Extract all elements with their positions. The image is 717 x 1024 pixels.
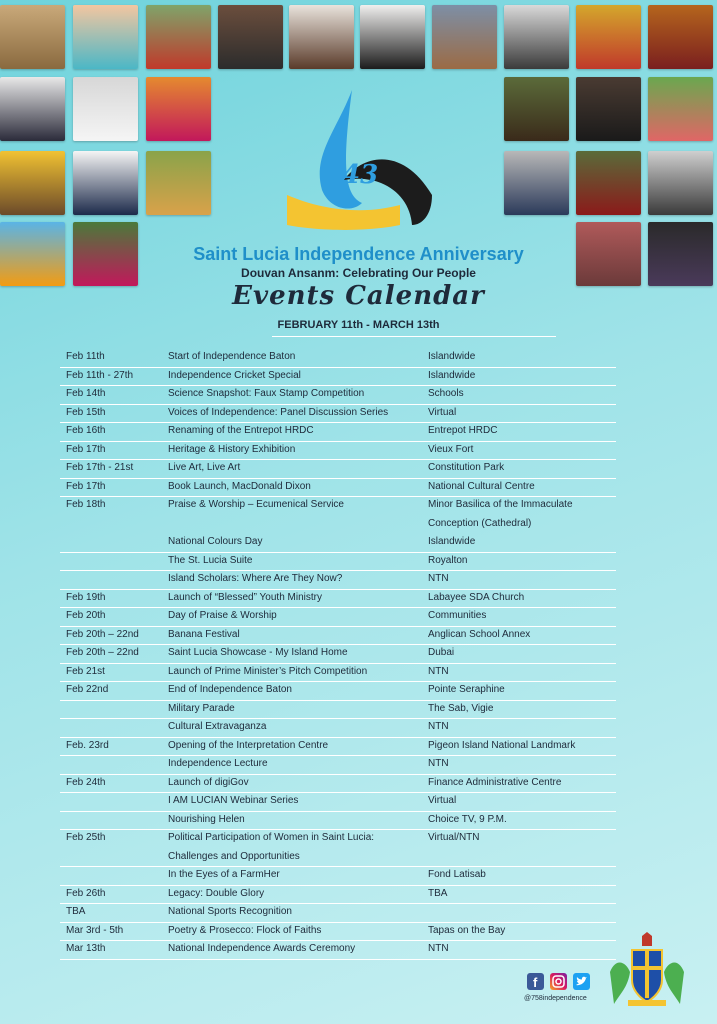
event-venue: National Cultural Centre xyxy=(428,480,535,492)
event-venue: Communities xyxy=(428,610,487,621)
event-venue: Entrepot HRDC xyxy=(428,425,498,436)
event-row xyxy=(60,570,616,590)
event-venue: Vieux Fort xyxy=(428,443,474,455)
event-name: Heritage & History Exhibition xyxy=(168,443,296,455)
social-handle: @758independence xyxy=(524,995,587,1002)
event-row xyxy=(60,792,616,812)
event-row xyxy=(60,774,616,794)
event-date: Feb 11th xyxy=(66,351,105,362)
event-venue: Schools xyxy=(428,388,464,399)
event-date: Feb 18th xyxy=(66,499,106,510)
page-subtitle: Douvan Ansanm: Celebrating Our People xyxy=(241,266,476,280)
event-date: Feb 20th – 22nd xyxy=(66,628,139,640)
event-row xyxy=(60,348,616,368)
event-row xyxy=(60,552,616,572)
event-date: Mar 3rd - 5th xyxy=(66,924,124,936)
event-name: Book Launch, MacDonald Dixon xyxy=(168,480,311,492)
event-row xyxy=(60,367,616,387)
event-name: Legacy: Double Glory xyxy=(168,887,265,899)
event-date: Feb 17th xyxy=(66,443,106,455)
event-name: National Independence Awards Ceremony xyxy=(168,943,356,954)
event-row xyxy=(60,533,616,553)
event-name: Launch of digiGov xyxy=(168,776,249,788)
event-name: Military Parade xyxy=(168,702,235,714)
facebook-icon[interactable] xyxy=(527,973,544,990)
event-row xyxy=(60,644,616,664)
event-date: Feb 25th xyxy=(66,832,106,843)
event-venue: NTN xyxy=(428,721,449,732)
event-venue: Conception (Cathedral) xyxy=(428,517,532,529)
event-name: Launch of “Blessed” Youth Ministry xyxy=(168,591,322,603)
event-date: Feb 17th - 21st xyxy=(66,462,134,473)
event-row xyxy=(60,718,616,738)
event-venue: Minor Basilica of the Immaculate xyxy=(428,499,573,510)
event-date: Feb 20th – 22nd xyxy=(66,647,139,658)
event-row xyxy=(60,755,616,775)
event-date: Mar 13th xyxy=(66,943,106,954)
calendar-title: Events Calendar xyxy=(232,281,485,311)
event-name: Launch of Prime Minister’s Pitch Competition xyxy=(168,665,368,677)
event-row xyxy=(60,607,616,627)
event-date: TBA xyxy=(66,906,86,917)
event-date: Feb 19th xyxy=(66,591,106,603)
event-venue: Virtual xyxy=(428,406,457,418)
date-range: FEBRUARY 11th - MARCH 13th xyxy=(277,319,440,331)
event-date: Feb. 23rd xyxy=(66,739,109,751)
event-name: Live Art, Live Art xyxy=(168,462,241,473)
event-row xyxy=(60,422,616,442)
event-date: Feb 14th xyxy=(66,388,106,399)
coat-of-arms-crest xyxy=(606,932,688,1008)
event-name: Opening of the Interpretation Centre xyxy=(168,739,329,751)
event-row xyxy=(60,496,616,515)
event-row xyxy=(60,459,616,479)
event-name: Independence Lecture xyxy=(168,758,268,769)
logo-number: 43 xyxy=(342,160,379,190)
event-row xyxy=(60,478,616,498)
event-name: End of Independence Baton xyxy=(168,684,292,695)
event-name: Voices of Independence: Panel Discussion Series xyxy=(168,406,389,418)
event-name: Challenges and Opportunities xyxy=(168,850,300,862)
event-name: National Colours Day xyxy=(168,536,263,547)
event-row xyxy=(60,922,616,942)
event-row xyxy=(60,866,616,886)
instagram-icon[interactable] xyxy=(550,973,567,990)
event-name: The St. Lucia Suite xyxy=(168,554,253,566)
twitter-icon[interactable] xyxy=(573,973,590,990)
event-row xyxy=(60,515,616,534)
event-name: Poetry & Prosecco: Flock of Faiths xyxy=(168,924,322,936)
event-venue: The Sab, Vigie xyxy=(428,702,494,714)
event-venue: NTN xyxy=(428,573,449,584)
event-venue: Choice TV, 9 P.M. xyxy=(428,813,507,825)
event-venue: NTN xyxy=(428,758,449,769)
event-date: Feb 15th xyxy=(66,406,106,418)
event-name: Saint Lucia Showcase - My Island Home xyxy=(168,647,348,658)
event-row xyxy=(60,885,616,905)
event-row xyxy=(60,404,616,424)
event-name: Cultural Extravaganza xyxy=(168,721,267,732)
event-name: Praise & Worship – Ecumenical Service xyxy=(168,499,344,510)
event-name: Renaming of the Entrepot HRDC xyxy=(168,425,314,436)
event-venue: NTN xyxy=(428,943,449,954)
event-venue: Virtual/NTN xyxy=(428,832,480,843)
page-title: Saint Lucia Independence Anniversary xyxy=(193,244,524,264)
event-date: Feb 11th - 27th xyxy=(66,369,134,381)
event-row xyxy=(60,903,616,923)
event-name: Nourishing Helen xyxy=(168,813,245,825)
event-venue: Islandwide xyxy=(428,351,476,362)
event-venue: Pointe Seraphine xyxy=(428,684,505,695)
event-name: Political Participation of Women in Saint Lucia: xyxy=(168,832,375,843)
event-venue: NTN xyxy=(428,665,449,677)
event-venue: TBA xyxy=(428,887,448,899)
event-venue: Islandwide xyxy=(428,536,476,547)
event-row xyxy=(60,441,616,461)
event-date: Feb 20th xyxy=(66,610,106,621)
event-name: Start of Independence Baton xyxy=(168,351,296,362)
event-venue: Labayee SDA Church xyxy=(428,591,525,603)
event-name: In the Eyes of a FarmHer xyxy=(168,869,280,880)
event-row xyxy=(60,385,616,405)
event-row xyxy=(60,848,616,868)
event-venue: Pigeon Island National Landmark xyxy=(428,739,576,751)
event-name: Day of Praise & Worship xyxy=(168,610,277,621)
event-venue: Tapas on the Bay xyxy=(428,924,506,936)
event-row xyxy=(60,663,616,683)
event-name: Independence Cricket Special xyxy=(168,369,301,381)
event-venue: Constitution Park xyxy=(428,462,505,473)
event-name: Island Scholars: Where Are They Now? xyxy=(168,573,343,584)
event-venue: Virtual xyxy=(428,795,457,806)
event-row xyxy=(60,681,616,701)
event-venue: Anglican School Annex xyxy=(428,628,531,640)
event-row xyxy=(60,940,616,960)
event-name: Banana Festival xyxy=(168,628,240,640)
event-name: Science Snapshot: Faux Stamp Competition xyxy=(168,388,365,399)
event-name: I AM LUCIAN Webinar Series xyxy=(168,795,299,806)
event-date: Feb 16th xyxy=(66,425,106,436)
event-date: Feb 17th xyxy=(66,480,106,492)
event-venue: Finance Administrative Centre xyxy=(428,776,562,788)
event-row xyxy=(60,626,616,646)
svg-text:f: f xyxy=(533,975,538,990)
event-venue: Dubai xyxy=(428,647,455,658)
event-row xyxy=(60,700,616,720)
event-date: Feb 26th xyxy=(66,887,106,899)
event-date: Feb 22nd xyxy=(66,684,109,695)
event-date: Feb 24th xyxy=(66,776,106,788)
event-row xyxy=(60,589,616,609)
event-date: Feb 21st xyxy=(66,665,105,677)
event-venue: Islandwide xyxy=(428,369,476,381)
event-row xyxy=(60,737,616,757)
event-name: National Sports Recognition xyxy=(168,906,292,917)
event-row xyxy=(60,829,616,848)
event-venue: Fond Latisab xyxy=(428,869,486,880)
event-row xyxy=(60,811,616,831)
event-venue: Royalton xyxy=(428,554,468,566)
